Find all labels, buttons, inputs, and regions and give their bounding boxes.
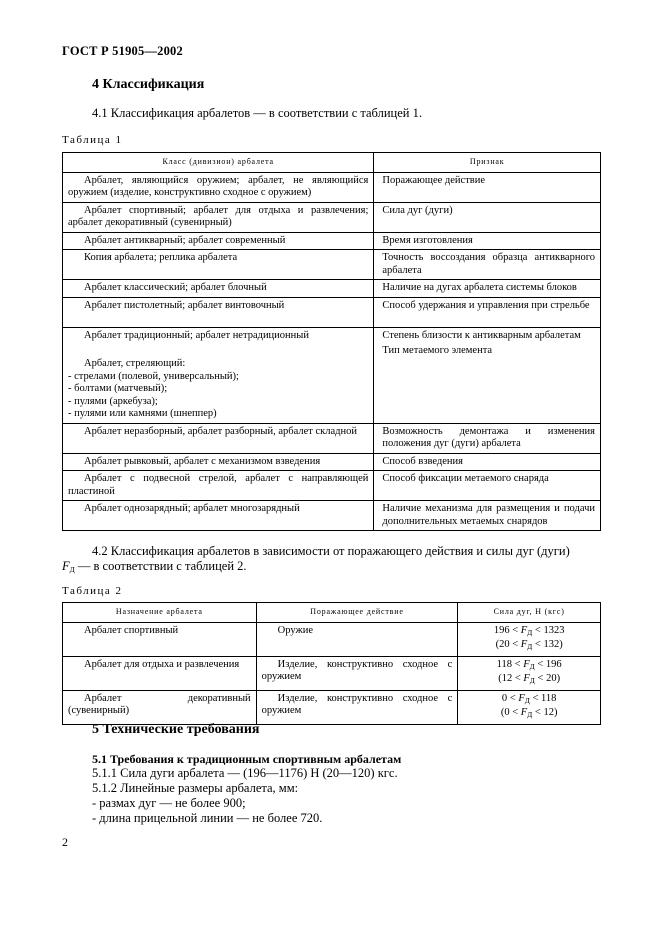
lt-sign: < [532,692,539,704]
paragraph-4-1: 4.1 Классификация арбалетов — в соответствии с таблицей 1. [92,106,422,120]
list-item: - пулями (аркебуза); [68,395,158,407]
clause-5-1-2-item-1: - размах дуг — не более 900; [92,796,246,810]
force-high-kgf: 20 [546,673,557,684]
table-2-header-force: Сила дуг, Н (кгс) [458,603,601,623]
table-cell-class-group [63,327,374,423]
lt-sign: < [534,624,541,636]
table-2-caption: Таблица 2 [62,585,123,597]
table-cell-purpose: Арбалет спортивный [63,622,257,656]
force-symbol: F [518,692,525,704]
lt-sign: < [509,692,516,704]
table-row [63,172,601,202]
table-cell-sign: Точность воссоздания образца антикварного арбалета [374,250,601,280]
lt-sign: < [512,639,519,650]
force-table [62,602,601,725]
table-cell-force: $118 < F_Д < 196$ $(12 < F_Д < 20)$ [458,656,601,690]
table-1-header-class: Класс (дивизион) арбалета [63,153,374,173]
table-cell-class: Арбалет традиционный; арбалет нетрадиционный [84,329,309,341]
table-cell-effect: Изделие, конструктивно сходное с оружием [256,656,458,690]
table-cell-force: $196 < F_Д < 1323$ $(20 < F_Д < 132)$ [458,622,601,656]
table-cell-sign: Способ взведения [374,453,601,471]
force-symbol-subscript: Д [69,565,75,574]
force-low-n: 118 [496,658,513,670]
table-1-header-sign: Признак [374,153,601,173]
table-cell-sign-group [374,327,601,423]
table-cell-class: Арбалет неразборный, арбалет разборный, арбалет складной [63,423,374,453]
subsection-5-1-title: 5.1 Требования к традиционным спортивным арбалетам [92,752,402,766]
force-low-n: 0 [501,692,508,704]
lt-sign: < [537,673,544,684]
table-cell-sign: Возможность демонтажа и изменения положения дуг (дуги) арбалета [374,423,601,453]
force-symbol: F [523,658,530,670]
page-number: 2 [62,835,68,849]
force-symbol-subscript: Д [529,676,535,685]
lt-sign: < [512,624,519,636]
paragraph-4-2 [62,544,601,577]
table-cell-sign: Время изготовления [374,232,601,250]
table-cell-sign: Способ фиксации метаемого снаряда [374,471,601,501]
table-cell-purpose: Арбалет декоративный (сувенирный) [63,690,257,724]
table-cell-class: Арбалет с подвесной стрелой, арбалет с направляющей пластиной [63,471,374,501]
force-high-n: 1323 [543,624,565,636]
projectile-list [68,371,368,421]
clause-5-1-2-item-2: - длина прицельной линии — не более 720. [92,811,323,825]
table-cell-class: Копия арбалета; реплика арбалета [63,250,374,280]
table-cell-purpose: Арбалет для отдыха и развлечения [63,656,257,690]
table-cell-effect: Оружие [256,622,458,656]
paragraph-4-2-line-2 [62,559,601,577]
force-symbol-subscript: Д [527,642,533,651]
table-cell-class: Арбалет пистолетный; арбалет винтовочный [63,297,374,327]
table-row [63,232,601,250]
table-cell-sign: Способ удержания и управления при стрельбе [374,297,601,327]
table-2-header-effect: Поражающее действие [256,603,458,623]
force-symbol-subscript: Д [524,695,530,705]
table-cell-sign: Степень близости к антикварным арбалетам [382,329,581,341]
table-cell-force: $0 < F_Д < 118$ $(0 < F_Д < 12)$ [458,690,601,724]
table-row [63,690,601,724]
table-row [63,297,601,327]
force-symbol-subscript: Д [529,661,535,671]
table-cell-class: Арбалет антикварный; арбалет современный [63,232,374,250]
paragraph-4-2-tail: — в соответствии с таблицей 2. [74,559,247,573]
table-cell-sign: Наличие механизма для размещения и подачи дополнительных метаемых снарядов [374,501,601,531]
classification-table [62,152,601,531]
table-row [63,280,601,298]
table-cell-sign: Наличие на дугах арбалета системы блоков [374,280,601,298]
force-low-kgf: 0 [504,707,510,718]
force-symbol: F [523,673,530,684]
table-row [63,622,601,656]
section-4-title: 4 Классификация [92,77,205,92]
force-high-kgf: 12 [543,707,554,718]
document-header: ГОСТ Р 51905—2002 [62,44,183,58]
force-symbol: F [520,707,528,718]
force-symbol: F [520,639,528,650]
force-low-kgf: 12 [501,673,513,684]
table-cell-class: Арбалет, являющийся оружием; арбалет, не являющийся оружием (изделие, конструктивно сходное с оружием) [63,172,374,202]
lt-sign: < [514,658,521,670]
table-row [63,423,601,453]
lt-sign: < [512,707,519,718]
force-symbol-subscript: Д [527,627,533,637]
force-high-kgf: 132 [543,639,560,650]
clause-5-1-1: 5.1.1 Сила дуги арбалета — (196—1176) Н (20—120) кгс. [92,766,398,780]
table-row [63,501,601,531]
table-cell-class: Арбалет спортивный; арбалет для отдыха и развлечения; арбалет декоративный (сувенирный) [63,202,374,232]
table-cell-sign: Поражающее действие [374,172,601,202]
table-cell-class-intro: Арбалет, стреляющий: [84,358,186,369]
list-item: - пулями или камнями (шнеппер) [68,408,217,419]
table-row [63,453,601,471]
clause-5-1-2: 5.1.2 Линейные размеры арбалета, мм: [92,781,299,795]
table-row [63,250,601,280]
lt-sign: < [514,673,521,684]
table-cell-sign: Тип метаемого элемента [382,345,493,356]
table-cell-effect: Изделие, конструктивно сходное с оружием [256,690,458,724]
table-row [63,202,601,232]
lt-sign: < [537,658,544,670]
lt-sign: < [534,707,541,718]
table-2-header-purpose: Назначение арбалета [63,603,257,623]
table-cell-class: Арбалет рывковый, арбалет с механизмом взведения [63,453,374,471]
force-symbol: F [62,559,70,573]
force-symbol: F [520,624,528,636]
list-item: - стрелами (полевой, универсальный); [68,370,239,382]
section-5-title: 5 Технические требования [92,722,260,737]
force-symbol-subscript: Д [527,710,533,719]
force-low-n: 196 [493,624,510,636]
table-row [63,327,601,423]
force-high-n: 118 [541,692,557,704]
lt-sign: < [534,639,541,650]
table-row [63,471,601,501]
table-cell-sign: Сила дуг (дуги) [374,202,601,232]
table-1-caption: Таблица 1 [62,134,123,146]
force-high-n: 196 [545,658,562,670]
table-row [63,656,601,690]
list-item: - болтами (матчевый); [68,383,168,394]
table-cell-class: Арбалет однозарядный; арбалет многозарядный [63,501,374,531]
table-cell-class: Арбалет классический; арбалет блочный [63,280,374,298]
paragraph-4-2-line-1: 4.2 Классификация арбалетов в зависимости от поражающего действия и силы дуг (дуги) [92,544,570,558]
force-low-kgf: 20 [499,639,510,650]
